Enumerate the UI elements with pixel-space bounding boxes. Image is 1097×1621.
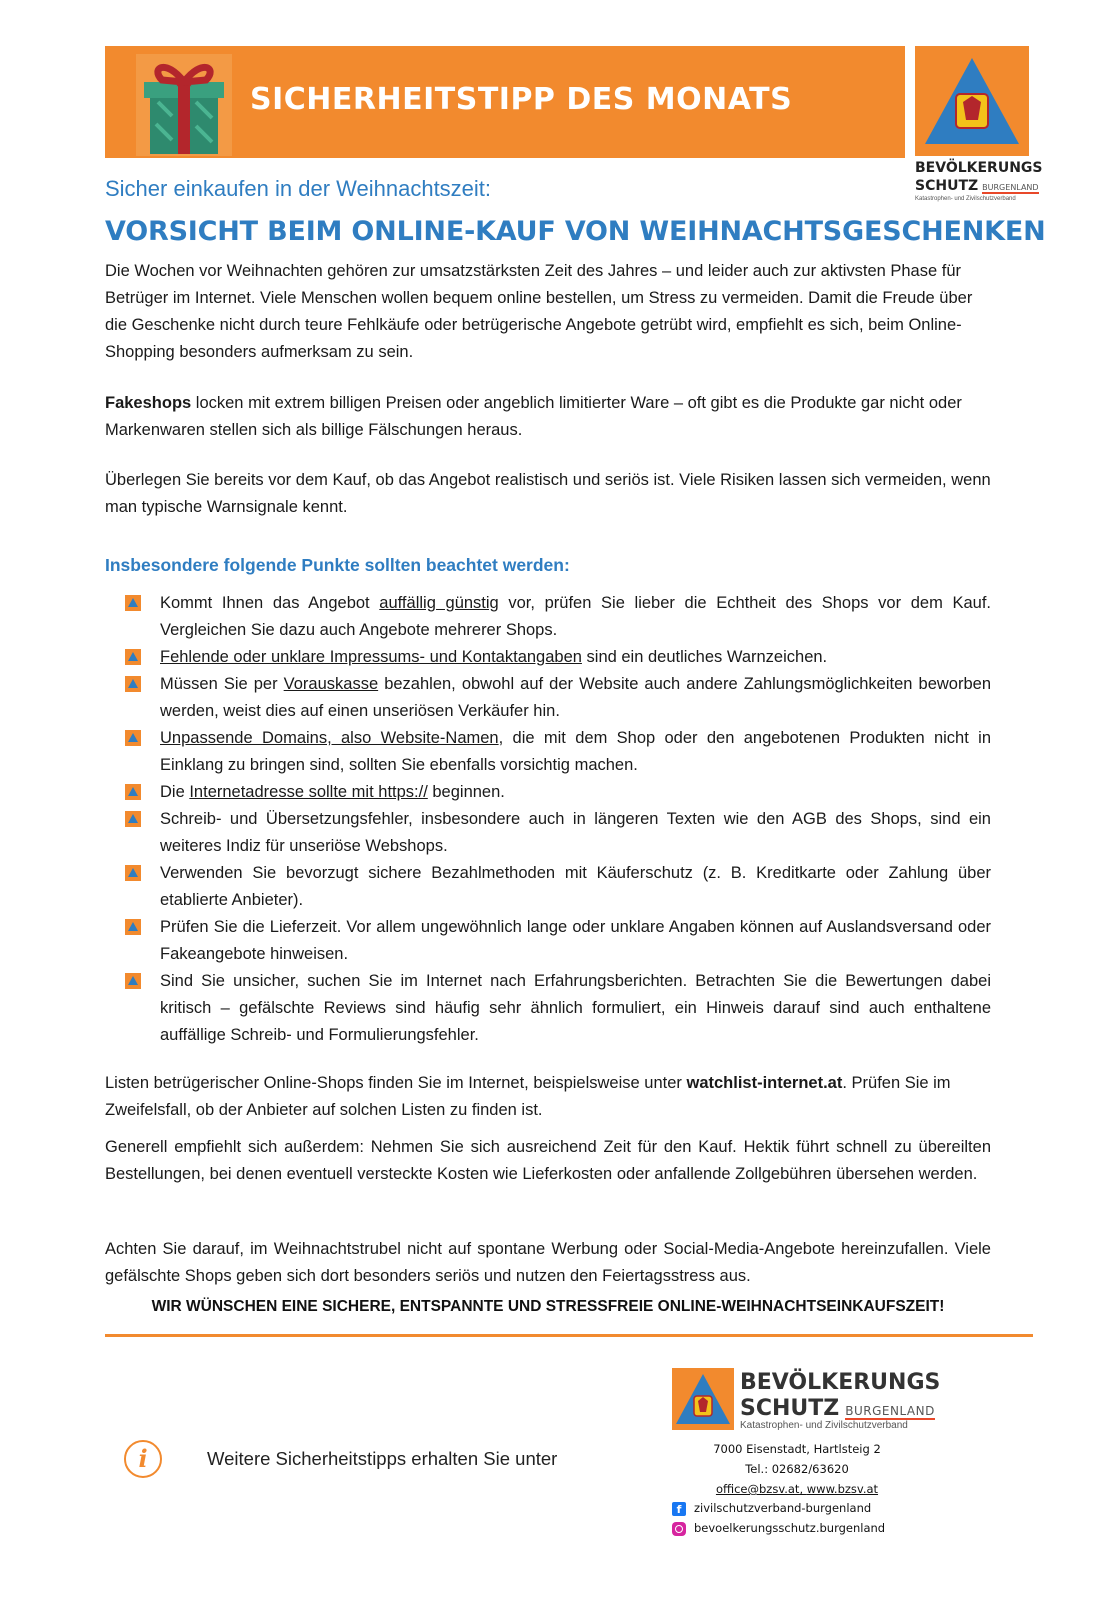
info-icon: i: [124, 1440, 162, 1478]
civil-protection-logo: [672, 1368, 734, 1430]
warning-triangle-bullet-icon: [125, 676, 141, 692]
list-item-underlined: auffällig günstig: [379, 594, 499, 612]
list-item-text: Prüfen Sie die Lieferzeit. Vor allem ungewöhnlich lange oder unklare Angaben können auf Auslandsversand oder Fakeangebote hinweisen.: [160, 918, 991, 963]
logo-text-region: BURGENLAND: [982, 183, 1039, 192]
instagram-handle[interactable]: bevoelkerungsschutz.burgenland: [694, 1521, 886, 1535]
facebook-handle[interactable]: zivilschutzverband-burgenland: [694, 1501, 872, 1515]
warning-triangle-bullet-icon: [125, 649, 141, 665]
list-item: [125, 968, 991, 1049]
list-item: [125, 779, 991, 806]
intro-paragraph: Die Wochen vor Weihnachten gehören zur umsatzstärksten Zeit des Jahres – und leider auch zur aktivsten Phase für Betrüger im Internet. Viele Menschen wollen bequem online bestellen, um Stress zu vermeiden. Damit die Freude über die Geschenke nicht durch teure Fehlkäufe oder betrügerische Angebote getrübt wird, empfiehlt es sich, beim Online-Shopping besonders aufmerksam zu sein.: [105, 262, 973, 361]
watchlist-text: . Prüfen Sie im Zweifelsfall, ob der Anbieter auf solchen Listen zu finden ist.: [105, 1074, 951, 1119]
closing-statement: WIR WÜNSCHEN EINE SICHERE, ENTSPANNTE UND STRESSFREIE ONLINE-WEIHNACHTSEINKAUFSZEIT!: [151, 1298, 945, 1315]
warning-triangle-bullet-icon: [125, 595, 141, 611]
warning-triangle-bullet-icon: [125, 865, 141, 881]
divider: [105, 1334, 1033, 1337]
footer-logo-schutz: SCHUTZ: [740, 1396, 840, 1421]
list-item-text: , die mit dem Shop oder den angebotenen Produkten nicht in Einklang zu bringen sind, sollten Sie ebenfalls vorsichtig machen.: [160, 729, 991, 774]
list-item-underlined: Internetadresse sollte mit https://: [189, 783, 428, 801]
list-item-text: bezahlen, obwohl auf der Website auch andere Zahlungsmöglichkeiten beworben werden, weist dies auf einen unseriösen Verkäufer hin.: [160, 675, 991, 720]
gift-icon: [136, 54, 232, 156]
logo-text-line1: BEVÖLKERUNGS: [915, 160, 1043, 176]
facebook-icon: f: [672, 1502, 686, 1516]
watchlist-text: Listen betrügerischer Online-Shops finden Sie im Internet, beispielsweise unter: [105, 1074, 687, 1092]
general-paragraph: Generell empfiehlt sich außerdem: Nehmen Sie sich ausreichend Zeit für den Kauf. Hektik führt schnell zu übereilten Bestellungen, bei denen eventuell versteckte Kosten wie Lieferkosten oder anfallende Zollgebühren übersehen werden.: [105, 1138, 991, 1183]
footer-logo-tagline: Katastrophen- und Zivilschutzverband: [740, 1420, 908, 1431]
contact-links: [672, 1482, 922, 1496]
footer-logo-line2: [740, 1396, 935, 1421]
warning-triangle-bullet-icon: [125, 811, 141, 827]
address: 7000 Eisenstadt, Hartlsteig 2: [713, 1442, 881, 1456]
watchlist-link[interactable]: watchlist-internet.at: [686, 1074, 843, 1092]
warning-triangle-bullet-icon: [125, 784, 141, 800]
points-heading: Insbesondere folgende Punkte sollten beachtet werden:: [105, 555, 570, 575]
list-item-text: Die: [160, 783, 190, 801]
website-link[interactable]: www.bzsv.at: [806, 1482, 879, 1496]
email-link[interactable]: office@bzsv.at: [715, 1482, 800, 1496]
instagram-icon: [672, 1522, 686, 1536]
warning-triangle-bullet-icon: [125, 973, 141, 989]
list-item: [125, 860, 991, 914]
warning-triangle-bullet-icon: [125, 730, 141, 746]
logo-tagline: Katastrophen- und Zivilschutzverband: [915, 196, 1016, 202]
list-item-underlined: Fehlende oder unklare Impressums- und Kontaktangaben: [160, 648, 582, 666]
attention-paragraph: Achten Sie darauf, im Weihnachtstrubel nicht auf spontane Werbung oder Social-Media-Angebote hereinzufallen. Viele gefälschte Shops geben sich dort besonders seriös und nutzen den Feiertagsstress aus.: [105, 1240, 991, 1285]
list-item: [125, 644, 991, 671]
tips-list: [125, 590, 991, 1049]
list-item: [125, 914, 991, 968]
fakeshops-bold: Fakeshops: [105, 394, 192, 412]
warning-triangle-bullet-icon: [125, 919, 141, 935]
instagram-row: [672, 1521, 885, 1536]
logo-text-schutz: SCHUTZ: [915, 178, 979, 194]
list-item-text: Sind Sie unsicher, suchen Sie im Internet nach Erfahrungsberichten. Betrachten Sie die Bewertungen dabei kritisch – gefälschte Reviews sind häufig sehr ähnlich formuliert, ein Hinweis darauf sind auch enthaltene auffällige Schreib- und Formulierungsfehler.: [160, 972, 991, 1044]
list-item-text: beginnen.: [427, 783, 505, 801]
list-item: [125, 671, 991, 725]
list-item-text: Kommt Ihnen das Angebot: [160, 594, 380, 612]
list-item: [125, 725, 991, 779]
list-item-text: sind ein deutliches Warnzeichen.: [581, 648, 828, 666]
list-item-text: Verwenden Sie bevorzugt sichere Bezahlmethoden mit Käuferschutz (z. B. Kreditkarte oder Zahlung über etablierte Anbieter).: [160, 864, 991, 909]
fakeshops-text: locken mit extrem billigen Preisen oder angeblich limitierter Ware – oft gibt es die Produkte gar nicht oder Markenwaren stellen sich als billige Fälschungen heraus.: [105, 394, 962, 439]
logo-text-line2: [915, 178, 1039, 194]
list-item-underlined: Unpassende Domains, also Website-Namen: [160, 729, 499, 747]
list-item: [125, 590, 991, 644]
footer-logo-region: BURGENLAND: [845, 1404, 935, 1418]
info-text: Weitere Sicherheitstipps erhalten Sie unter: [207, 1448, 558, 1469]
phone: Tel.: 02682/63620: [745, 1462, 849, 1476]
facebook-row: [672, 1501, 871, 1516]
footer-logo-line1: BEVÖLKERUNGS: [740, 1370, 941, 1395]
separator: ,: [799, 1482, 807, 1496]
list-item-text: Müssen Sie per: [160, 675, 284, 693]
list-item-underlined: Vorauskasse: [283, 675, 379, 693]
list-item: [125, 806, 991, 860]
civil-protection-logo: [915, 46, 1029, 156]
fakeshops-paragraph: [105, 390, 991, 444]
page-title: VORSICHT BEIM ONLINE-KAUF VON WEIHNACHTSGESCHENKEN: [105, 216, 1046, 247]
banner-title: SICHERHEITSTIPP DES MONATS: [250, 82, 793, 117]
list-item-text: vor, prüfen Sie lieber die Echtheit des Shops vor dem Kauf. Vergleichen Sie dazu auch Angebote mehrerer Shops.: [160, 594, 991, 639]
consider-paragraph: Überlegen Sie bereits vor dem Kauf, ob das Angebot realistisch und seriös ist. Viele Risiken lassen sich vermeiden, wenn man typische Warnsignale kennt.: [105, 471, 991, 516]
watchlist-paragraph: [105, 1070, 991, 1124]
subtitle: Sicher einkaufen in der Weihnachtszeit:: [105, 176, 492, 201]
list-item-text: Schreib- und Übersetzungsfehler, insbesondere auch in längeren Texten wie den AGB des Shops, sind ein weiteres Indiz für unseriöse Webshops.: [160, 810, 991, 855]
